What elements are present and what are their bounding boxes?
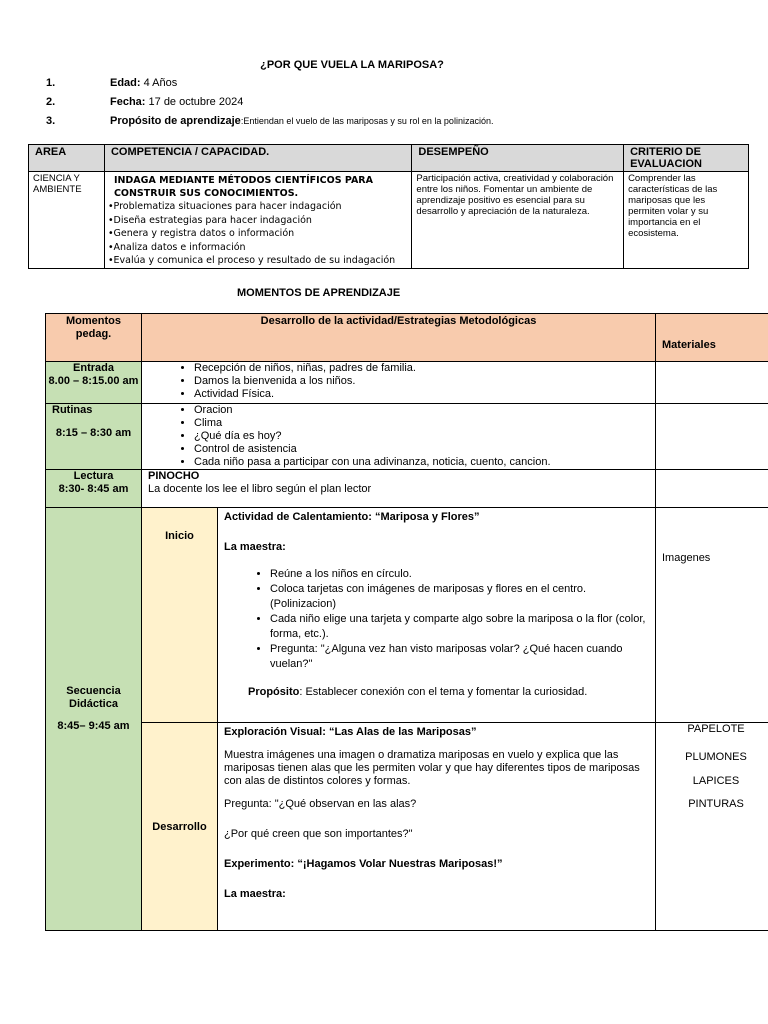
material-item: LAPICES: [692, 774, 740, 787]
entrada-label: Entrada: [73, 362, 114, 374]
area-table: [28, 144, 749, 269]
desarrollo-title: Exploración Visual: “Las Alas de las Mariposas”: [224, 726, 477, 738]
cell-inicio: Inicio: [142, 508, 218, 723]
list-item: • Oracion: [194, 404, 655, 417]
info-age: [46, 77, 177, 89]
entrada-list: [142, 362, 655, 401]
competencia-title: INDAGA MEDIANTE MÉTODOS CIENTÍFICOS PARA CONSTRUIR SUS CONOCIMIENTOS.: [113, 175, 373, 199]
cell-rutinas: [46, 404, 142, 470]
info-purpose: [46, 115, 493, 127]
cell-entrada: [46, 362, 142, 404]
area-text: CIENCIA Y AMBIENTE: [33, 173, 82, 195]
list-item: • Actividad Física.: [194, 388, 655, 401]
material-item: PINTURAS: [688, 798, 744, 810]
proposito-label: Propósito: [248, 686, 300, 698]
desarrollo-p3: ¿Por qué creen que son importantes?": [224, 828, 413, 840]
cell-criterio: [624, 172, 749, 269]
material-item: PLUMONES: [685, 751, 747, 763]
rutinas-list: [142, 404, 655, 469]
desarrollo-p1: Muestra imágenes una imagen o dramatiza mariposas en vuelo y explica que las mariposas tienen alas que les permiten volar y que hay diferentes tipos de mariposas con alas de distintos colores y formas.: [224, 749, 640, 787]
info-label: Propósito de aprendizaje: [110, 115, 241, 127]
cell-lectura-materiales: [656, 470, 768, 508]
cell-rutinas-materiales: [656, 404, 768, 470]
list-item: • Clima: [194, 417, 655, 430]
cell-inicio-activities: [218, 508, 656, 723]
row-entrada: [46, 362, 768, 404]
list-item: • Cada niño pasa a participar con una adivinanza, noticia, cuento, cancion.: [194, 456, 655, 469]
row-rutinas: [46, 404, 768, 470]
info-num: 1.: [46, 77, 56, 89]
inicio-maestra: La maestra:: [224, 541, 286, 553]
moments-table: [45, 313, 768, 931]
cell-rutinas-activities: [142, 404, 656, 470]
row-desarrollo: [46, 723, 768, 931]
list-item: • Reúne a los niños en círculo.: [270, 567, 649, 582]
list-item: • Recepción de niños, niñas, padres de familia.: [194, 362, 655, 375]
desarrollo-p2: Pregunta: "¿Qué observan en las alas?: [224, 798, 417, 810]
info-label: Edad:: [110, 77, 141, 89]
lectura-time: 8:30- 8:45 am: [58, 483, 129, 495]
competencia-item: •Genera y registra datos o información: [107, 228, 295, 239]
criterio-text: Comprender las características de las mariposas que les permiten volar y su importancia en el ecosistema.: [628, 173, 718, 239]
cell-desempeno: [412, 172, 624, 269]
cell-entrada-materiales: [656, 362, 768, 404]
list-item: • Pregunta: "¿Alguna vez han visto mariposas volar? ¿Qué hacen cuando vuelan?": [270, 642, 649, 672]
competencia-item: •Evalúa y comunica el proceso y resultado de su indagación: [107, 255, 396, 266]
list-item: • Damos la bienvenida a los niños.: [194, 375, 655, 388]
inicio-list: [224, 567, 649, 672]
info-date: [46, 96, 243, 108]
list-item: • Control de asistencia: [194, 443, 655, 456]
rutinas-time: 8:15 – 8:30 am: [55, 427, 132, 439]
cell-area: [29, 172, 105, 269]
cell-competencia: [104, 172, 411, 269]
inicio-title: Actividad de Calentamiento: “Mariposa y Flores”: [224, 511, 480, 523]
material-item: PAPELOTE: [687, 723, 745, 735]
competencia-item: •Diseña estrategias para hacer indagación: [107, 214, 312, 226]
info-value: :Entiendan el vuelo de las mariposas y su rol en la polinización.: [240, 116, 494, 126]
header-desempeno: DESEMPEÑO: [412, 145, 624, 172]
row-lectura: [46, 470, 768, 508]
list-item: • ¿Qué día es hoy?: [194, 430, 655, 443]
row-inicio: [46, 508, 768, 723]
inicio-proposito: [224, 686, 649, 699]
list-item: • Cada niño elige una tarjeta y comparte algo sobre la mariposa o la flor (color, forma, etc.).: [270, 612, 649, 642]
cell-lectura-activities: [142, 470, 656, 508]
cell-entrada-activities: [142, 362, 656, 404]
header-competencia: COMPETENCIA / CAPACIDAD.: [104, 145, 411, 172]
competencia-item: •Analiza datos e información: [107, 241, 246, 253]
header-criterio: CRITERIO DE EVALUACION: [624, 145, 749, 172]
cell-secuencia: [46, 508, 142, 931]
header-momentos: Momentos pedag.: [46, 314, 142, 362]
desempeno-text: Participación activa, creatividad y colaboración entre los niños. Fomentar un ambiente de aprendizaje positivo es esencial para su desarrollo y apreciación de la naturaleza.: [416, 173, 614, 217]
header-desarrollo: Desarrollo de la actividad/Estrategias Metodológicas: [142, 314, 656, 362]
info-value: 17 de octubre 2024: [145, 96, 244, 108]
info-value: 4 Años: [140, 77, 178, 89]
info-label: Fecha:: [110, 96, 146, 108]
inicio-materiales: Imagenes: [662, 552, 711, 564]
secuencia-time: 8:45– 9:45 am: [57, 720, 130, 732]
desarrollo-experimento: Experimento: “¡Hagamos Volar Nuestras Mariposas!”: [224, 858, 503, 870]
entrada-time: 8.00 – 8:15.00 am: [48, 375, 139, 387]
cell-desarrollo-activities: [218, 723, 656, 931]
cell-inicio-materiales: [656, 508, 768, 723]
competencia-item: •Problematiza situaciones para hacer indagación: [107, 201, 342, 212]
lectura-label: Lectura: [73, 470, 114, 482]
lectura-book: PINOCHO: [148, 470, 200, 482]
proposito-text: : Establecer conexión con el tema y fomentar la curiosidad.: [299, 686, 588, 698]
secuencia-label: Secuencia Didáctica: [66, 685, 121, 710]
lectura-text: La docente los lee el libro según el plan lector: [148, 483, 372, 495]
page-title: ¿POR QUE VUELA LA MARIPOSA?: [260, 59, 444, 71]
desarrollo-maestra: La maestra:: [224, 888, 286, 900]
header-area: AREA: [29, 145, 105, 172]
header-materiales: Materiales: [656, 314, 768, 362]
cell-lectura: [46, 470, 142, 508]
cell-desarrollo-materiales: [656, 723, 768, 931]
info-num: 3.: [46, 115, 56, 127]
list-item: • Coloca tarjetas con imágenes de mariposas y flores en el centro. (Polinizacion): [270, 582, 649, 612]
cell-desarrollo: Desarrollo: [142, 723, 218, 931]
info-num: 2.: [46, 96, 56, 108]
moments-title: MOMENTOS DE APRENDIZAJE: [237, 287, 401, 299]
rutinas-label: Rutinas: [52, 404, 93, 416]
